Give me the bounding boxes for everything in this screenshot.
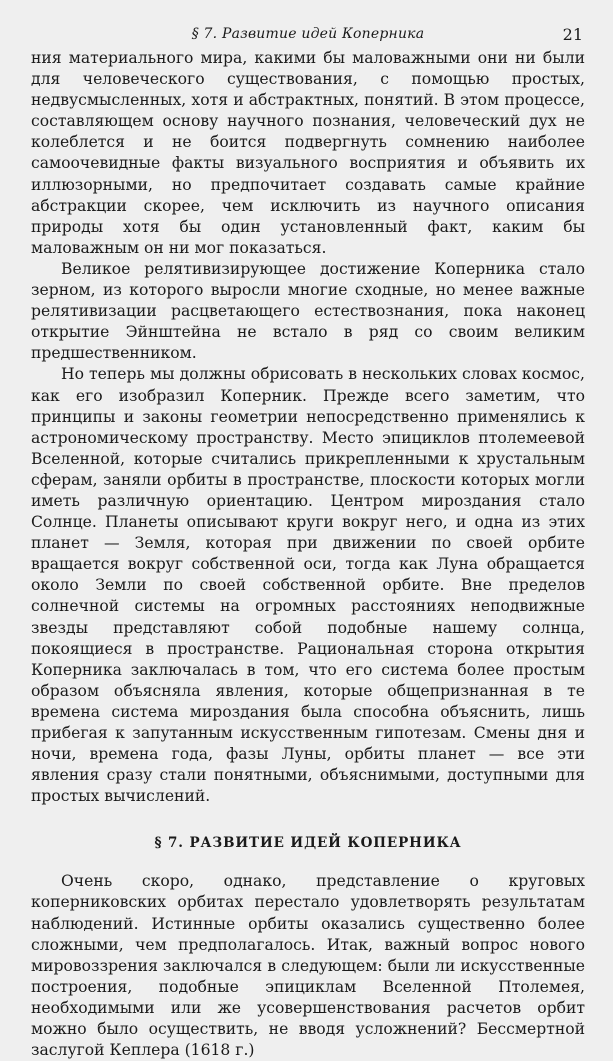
body-text — [31, 48, 585, 1061]
page-number: 21 — [562, 25, 583, 44]
paragraph-continuation: ния материального мира, какими бы маловажными они ни были для человеческого существования, с помощью простых, недвусмысленных, хотя и абстрактных, понятий. В этом процессе, составляющем основу научного познания, человеческий дух не колеблется и не боится подвергнуть сомнению наиболее самоочевидные факты визуального восприятия и объявить их иллюзорными, но предпочитает создавать самые крайние абстракции скорее, чем исключить из научного описания природы хотя бы один установленный факт, каким бы маловажным он ни мог показаться. — [31, 49, 585, 257]
running-title: § 7. Развитие идей Коперника — [191, 26, 425, 42]
section-heading: § 7. РАЗВИТИЕ ИДЕЙ КОПЕРНИКА — [154, 835, 462, 852]
paragraph-section-start: Очень скоро, однако, представление о круговых коперниковских орбитах перестало удовлетворять результатам наблюдений. Истинные орбиты оказались существенно более сложными, чем предполагалось. Итак, важный вопрос нового мировоззрения заключался в следующем: были ли искусственные построения, подобные эпициклам Вселенной Птолемея, необходимыми или же усовершенствования расчетов орбит можно было осуществить, не вводя усложнений? Бессмертной заслугой Кеплера (1618 г.) — [31, 872, 585, 1060]
running-head — [31, 0, 585, 48]
paragraph-relativization: Великое релятивизирующее достижение Коперника стало зерном, из которого выросли многие сходные, но менее важные релятивизации расцветающего естествознания, пока наконец открытие Эйнштейна не встало в ряд со своим великим предшественником. — [31, 259, 585, 363]
paragraph-copernican-cosmos: Но теперь мы должны обрисовать в нескольких словах космос, как его изобразил Коперник. Прежде всего заметим, что принципы и законы геометрии непосредственно применялись к астрономическому пространству. Место эпициклов птолемеевой Вселенной, которые считались прикрепленными к хрустальным сферам, заняли орбиты в пространстве, плоскости которых могли иметь различную ориентацию. Центром мироздания стало Солнце. Планеты описывают круги вокруг него, и одна из этих планет — Земля, которая при движении по своей орбите вращается вокруг собственной оси, тогда как Луна обращается около Земли по своей собственной орбите. Вне пределов солнечной системы на огромных расстояниях неподвижные звезды представляют собой подобные нашему солнца, покоящиеся в пространстве. Рациональная сторона открытия Коперника заключалась в том, что его система более простым образом объясняла явления, которые общепризнанная в те времена система мироздания была способна объяснить, лишь прибегая к запутанным искусственным гипотезам. Смены дня и ночи, времена года, фазы Луны, орбиты планет — все эти явления сразу стали понятными, объяснимыми, доступными для простых вычислений. — [31, 365, 585, 806]
